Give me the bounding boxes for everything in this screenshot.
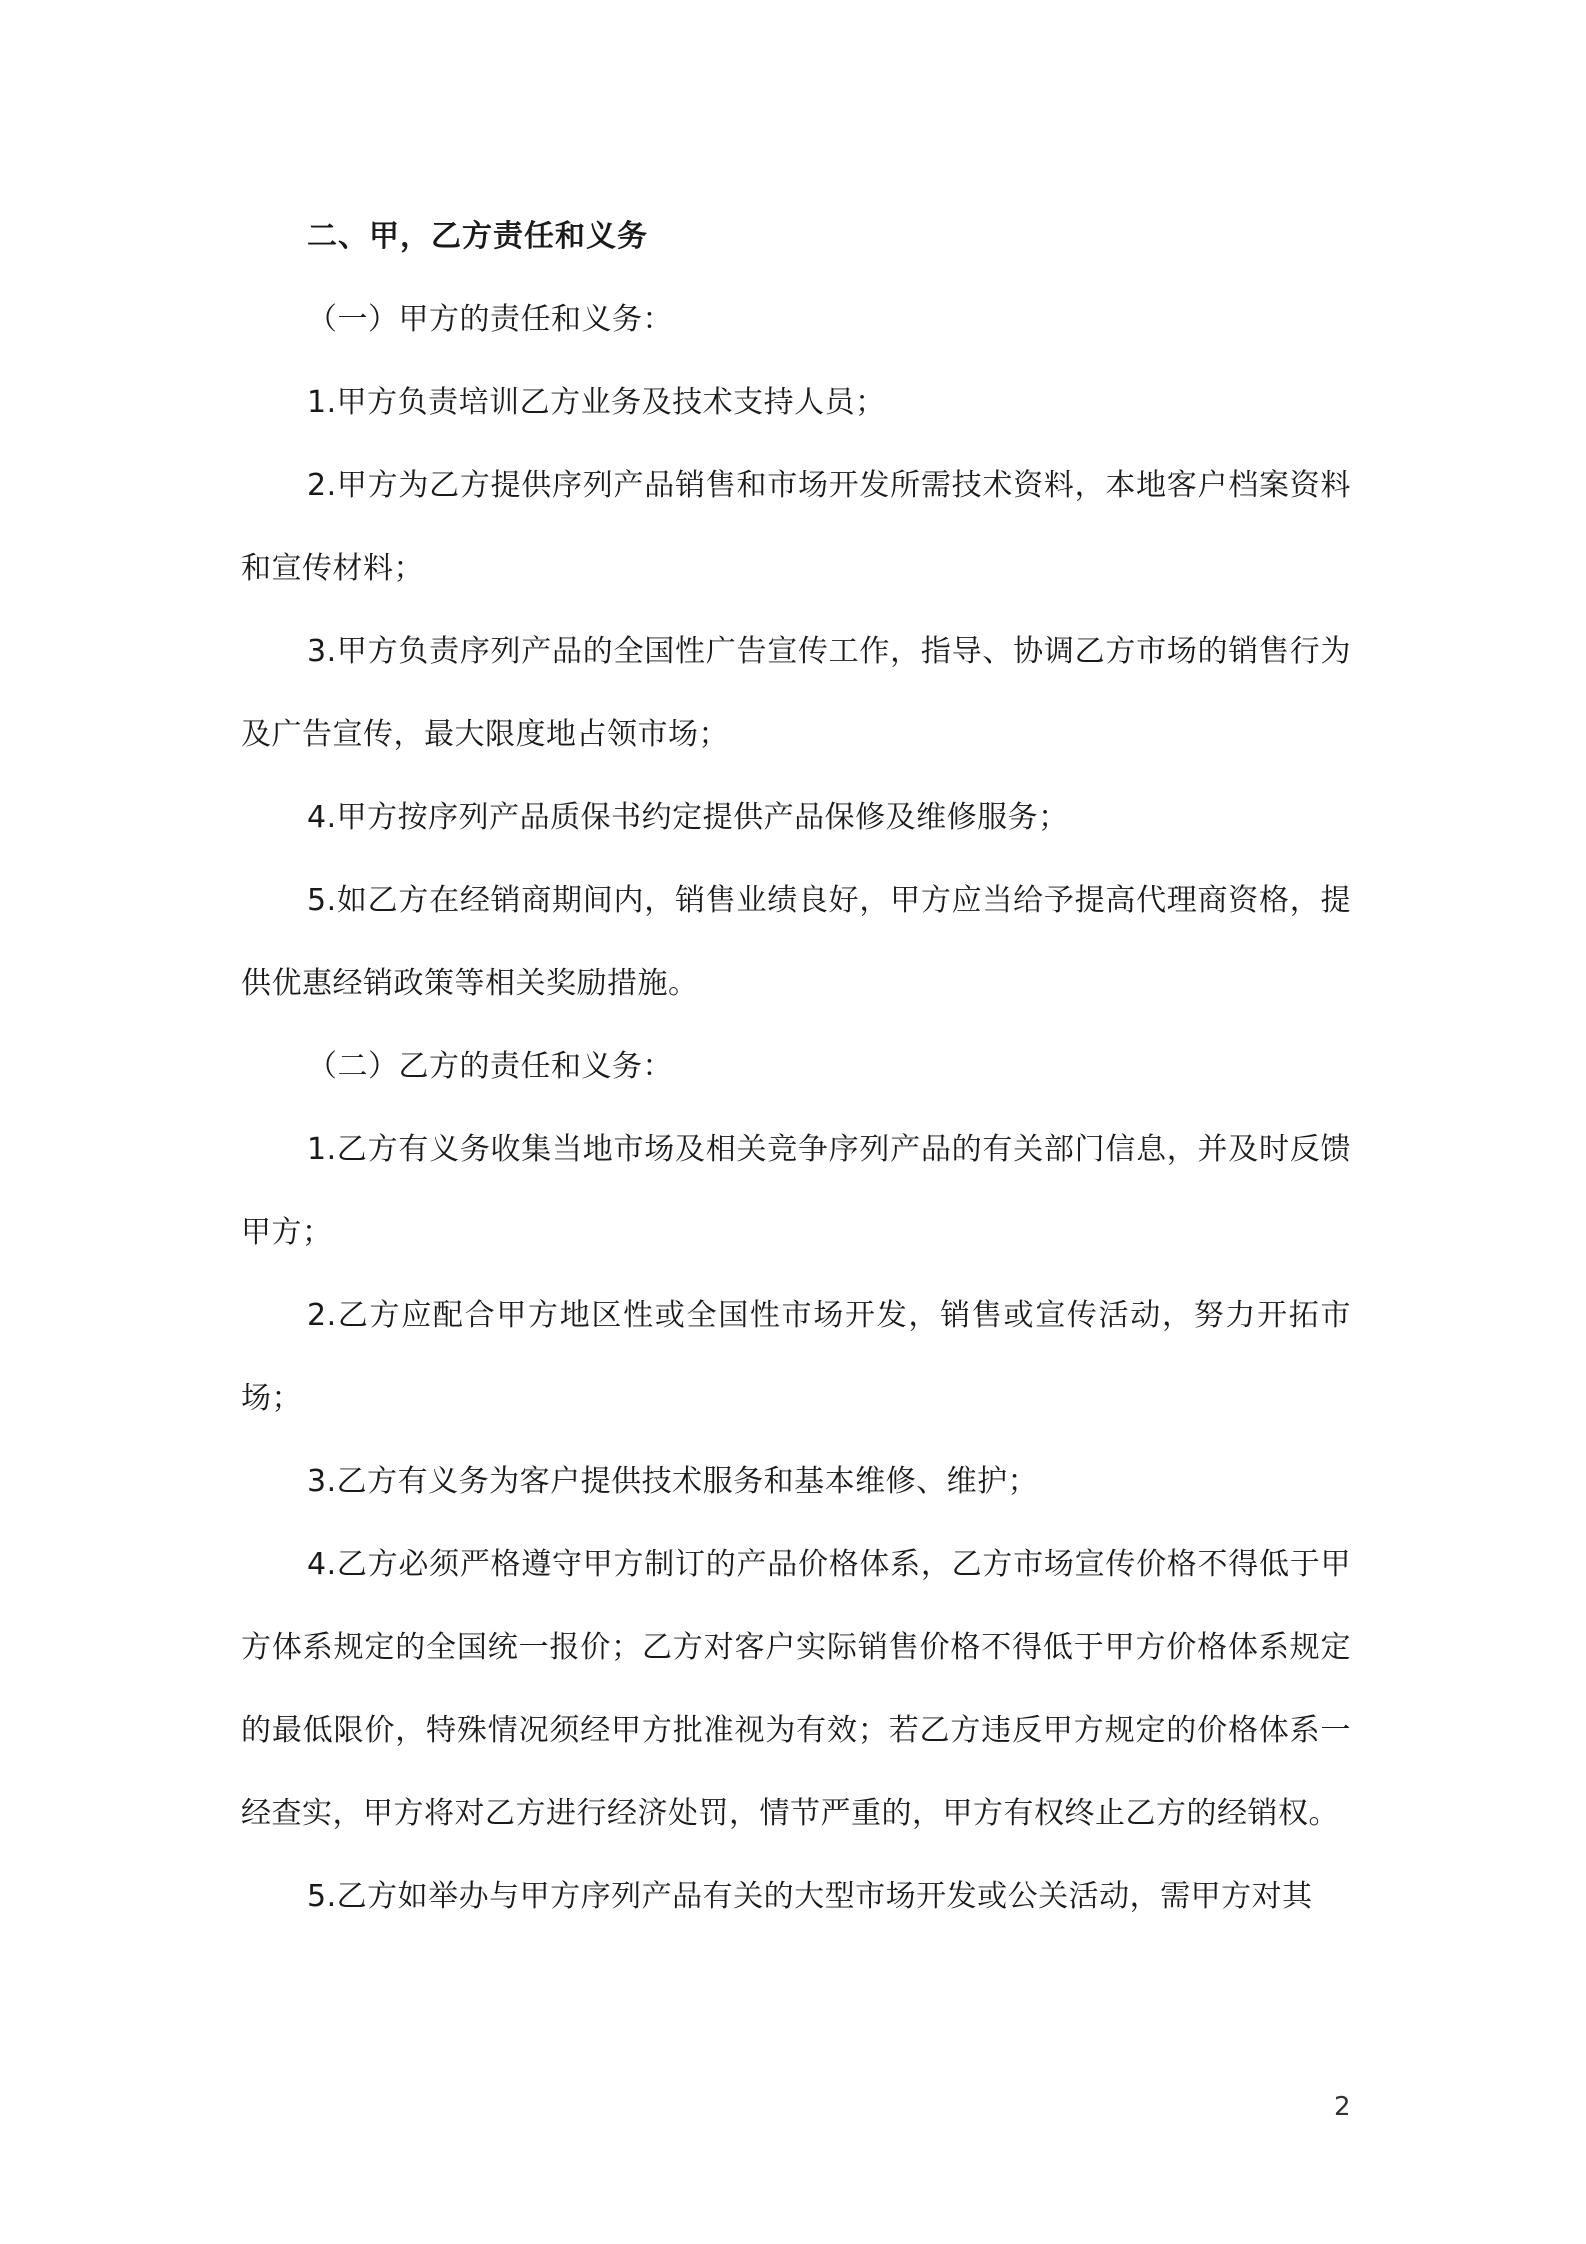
subsection-heading-party-b: （二）乙方的责任和义务： <box>307 1049 673 1084</box>
party-a-item-4: 4.甲方按序列产品质保书约定提供产品保修及维修服务； <box>307 800 1069 835</box>
party-a-item-3: 3.甲方负责序列产品的全国性广告宣传工作，指导、协调乙方市场的销售行为及广告宣传，最大限度地占领市场； <box>241 634 1351 752</box>
page-number: 2 <box>1334 2092 1351 2122</box>
section-heading: 二、甲，乙方责任和义务 <box>307 219 648 254</box>
document-body <box>241 195 1351 1938</box>
party-b-item-3: 3.乙方有义务为客户提供技术服务和基本维修、维护； <box>307 1464 1039 1499</box>
party-a-item-1: 1.甲方负责培训乙方业务及技术支持人员； <box>307 385 886 420</box>
party-a-item-2: 2.甲方为乙方提供序列产品销售和市场开发所需技术资料，本地客户档案资料和宣传材料； <box>241 468 1351 586</box>
party-b-item-4: 4.乙方必须严格遵守甲方制订的产品价格体系，乙方市场宣传价格不得低于甲方体系规定的全国统一报价；乙方对客户实际销售价格不得低于甲方价格体系规定的最低限价，特殊情况须经甲方批准视为有效；若乙方违反甲方规定的价格体系一经查实，甲方将对乙方进行经济处罚，情节严重的，甲方有权终止乙方的经销权。 <box>241 1547 1351 1831</box>
party-b-item-5: 5.乙方如举办与甲方序列产品有关的大型市场开发或公关活动，需甲方对其 <box>307 1879 1313 1914</box>
party-b-item-2: 2.乙方应配合甲方地区性或全国性市场开发，销售或宣传活动，努力开拓市场； <box>241 1298 1351 1416</box>
party-a-item-5: 5.如乙方在经销商期间内，销售业绩良好，甲方应当给予提高代理商资格，提供优惠经销政策等相关奖励措施。 <box>241 883 1351 1001</box>
subsection-heading-party-a: （一）甲方的责任和义务： <box>307 302 673 337</box>
party-b-item-1: 1.乙方有义务收集当地市场及相关竞争序列产品的有关部门信息，并及时反馈甲方； <box>241 1132 1351 1250</box>
